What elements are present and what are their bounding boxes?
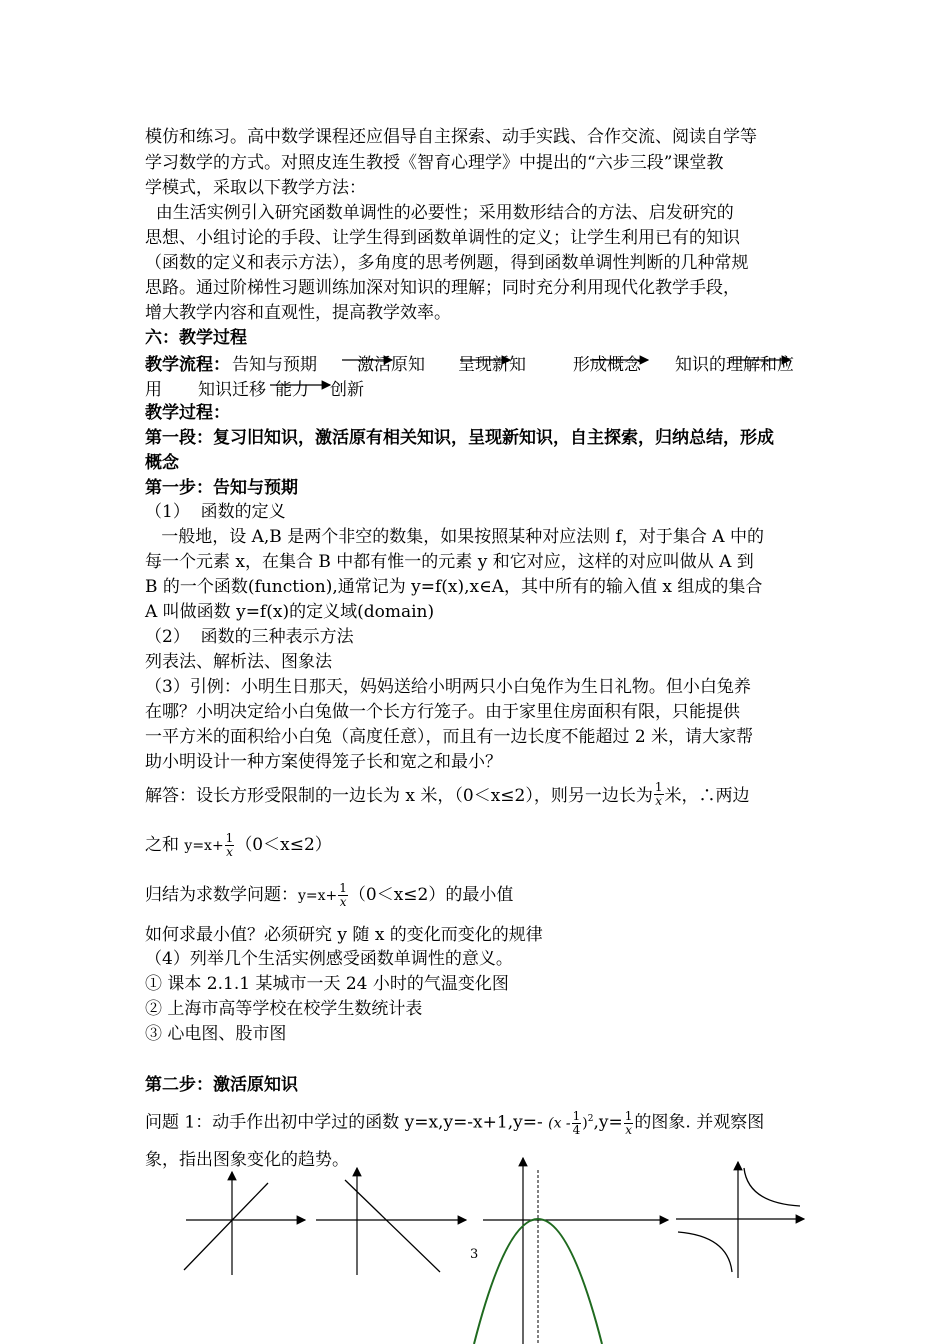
methods-line-5: 增大教学内容和直观性，提高教学效率。 xyxy=(145,303,451,323)
expr-sum: y=x+ xyxy=(184,838,224,854)
item2-heading: （2） 函数的三种表示方法 xyxy=(145,627,354,647)
expr-sum-2: y=x+ xyxy=(298,888,338,904)
definition-line-4: A 叫做函数 y=f(x)的定义域(domain) xyxy=(145,602,435,622)
example-item-2: ② 上海市高等学校在校学生数统计表 xyxy=(145,999,423,1019)
question-how: 如何求最小值？必须研究 y 随 x 的变化而变化的规律 xyxy=(145,925,543,945)
example-line-1: （3）引例：小明生日那天，妈妈送给小明两只小白兔作为生日礼物。但小白兔养 xyxy=(145,677,751,697)
flow-step-1: 告知与预期 xyxy=(232,355,317,375)
fraction-one-over-x-2: $\frac{1}{x}$ xyxy=(225,831,234,859)
intro-line-2: 学习数学的方式。对照皮连生教授《智育心理学》中提出的“六步三段”课堂教 xyxy=(145,153,724,173)
definition-line-3: B 的一个函数(function),通常记为 y=f(x),x∈A，其中所有的输入值 x 组成的集合 xyxy=(145,577,763,597)
answer-text-1-end: 米，∴两边 xyxy=(664,786,750,806)
methods-line-2: 思想、小组讨论的手段、让学生得到函数单调性的定义；让学生利用已有的知识 xyxy=(145,228,740,248)
sq-close: ) xyxy=(582,1115,588,1132)
flow-step-8: 创新 xyxy=(330,380,364,400)
methods-line-1: 由生活实例引入研究函数单调性的必要性；采用数形结合的方法、启发研究的 xyxy=(145,203,734,223)
definition-line-2: 每一个元素 x，在集合 B 中都有惟一的元素 y 和它对应，这样的对应叫做从 A 到 xyxy=(145,552,754,572)
stage1-title-1: 第一段：复习旧知识，激活原有相关知识，呈现新知识，自主探索，归纳总结，形成 xyxy=(145,428,774,448)
representation-methods: 列表法、解析法、图象法 xyxy=(145,652,332,672)
answer-range: （0＜x≤2） xyxy=(235,835,332,855)
step1-title: 第一步：告知与预期 xyxy=(145,478,298,498)
answer-text-3: 归结为求数学问题： xyxy=(145,885,298,905)
example-item-1: ① 课本 2.1.1 某城市一天 24 小时的气温变化图 xyxy=(145,974,509,994)
section6-title: 六：教学过程 xyxy=(145,328,247,348)
example-line-4: 助小明设计一种方案使得笼子长和宽之和最小？ xyxy=(145,752,502,772)
flow-step-4: 形成概念 xyxy=(573,355,641,375)
page-number: 3 xyxy=(470,1247,479,1262)
problem1-start: 问题 1：动手作出初中学过的函数 y=x,y=-x+1,y=- xyxy=(145,1112,543,1133)
step2-title: 第二步：激活原知识 xyxy=(145,1075,298,1095)
answer-text-3-end: （0＜x≤2）的最小值 xyxy=(348,885,514,905)
problem1-line-2: 象，指出图象变化的趋势。 xyxy=(145,1150,349,1170)
flow-step-5-cont: 用 xyxy=(145,380,162,400)
graph-y-equals-x xyxy=(184,1172,305,1275)
problem1-mid: ,y= xyxy=(593,1112,623,1133)
answer-text-1: 解答：设长方形受限制的一边长为 x 米，（0＜x≤2），则另一边长为 xyxy=(145,786,653,806)
graph-parabola xyxy=(474,1158,668,1344)
flow-step-6: 知识迁移 xyxy=(198,380,266,400)
intro-line-1: 模仿和练习。高中数学课程还应倡导自主探索、动手实践、合作交流、阅读自学等 xyxy=(145,127,757,147)
graph-reciprocal xyxy=(676,1162,804,1278)
item4-heading: （4）列举几个生活实例感受函数单调性的意义。 xyxy=(145,949,513,969)
example-line-3: 一平方米的面积给小白兔（高度任意），而且有一边长度不能超过 2 米，请大家帮 xyxy=(145,727,754,747)
sq-expr: (x - xyxy=(548,1115,571,1132)
answer-text-2: 之和 xyxy=(145,835,179,855)
flow-step-2: 激活原知 xyxy=(357,355,425,375)
example-line-2: 在哪？小明决定给小白兔做一个长方行笼子。由于家里住房面积有限，只能提供 xyxy=(145,702,740,722)
fraction-one-over-x-4: $\frac{1}{x}$ xyxy=(624,1108,633,1137)
flow-step-5: 知识的理解和应 xyxy=(675,355,794,375)
flow-label: 教学流程： xyxy=(145,355,230,375)
stage1-title-2: 概念 xyxy=(145,453,179,473)
item1-heading: （1） 函数的定义 xyxy=(145,502,286,522)
definition-line-1: 一般地，设 A,B 是两个非空的数集，如果按照某种对应法则 f，对于集合 A 中的 xyxy=(145,527,764,547)
graph-y-equals-neg-x-plus-1 xyxy=(316,1168,466,1275)
fraction-one-over-x-3: $\frac{1}{x}$ xyxy=(339,881,347,909)
flow-step-7: 能力 xyxy=(275,380,309,400)
problem1-end: 的图象. 并观察图 xyxy=(634,1112,765,1133)
example-item-3: ③ 心电图、股市图 xyxy=(145,1024,287,1044)
sq-exponent: 2 xyxy=(587,1114,594,1124)
fraction-one-quarter: $\frac{1}{4}$ xyxy=(572,1108,581,1137)
process-title: 教学过程： xyxy=(145,403,230,423)
fraction-one-over-x: $\frac{1}{x}$ xyxy=(654,780,663,808)
methods-line-3: （函数的定义和表示方法），多角度的思考例题，得到函数单调性判断的几种常规 xyxy=(145,253,749,273)
intro-line-3: 学模式，采取以下教学方法： xyxy=(145,178,366,198)
methods-line-4: 思路。通过阶梯性习题训练加深对知识的理解；同时充分利用现代化教学手段， xyxy=(145,278,740,298)
flow-step-3: 呈现新知 xyxy=(458,355,526,375)
